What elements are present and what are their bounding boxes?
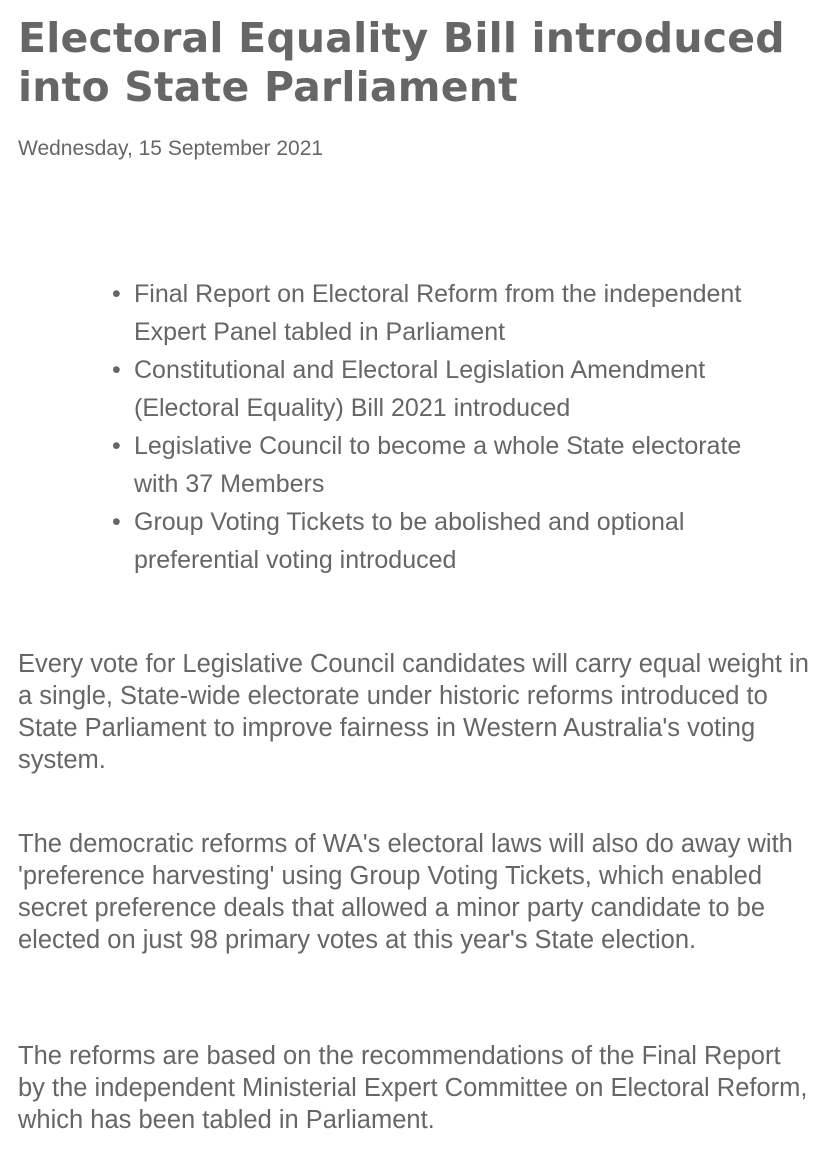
highlight-text: Group Voting Tickets to be abolished and optional preferential voting introduced (134, 508, 685, 574)
highlights-list (110, 275, 770, 579)
article-title: Electoral Equality Bill introduced into State Parliament (18, 14, 785, 111)
highlight-item (110, 351, 770, 427)
body-paragraph: The democratic reforms of WA's electoral laws will also do away with 'preference harvesting' using Group Voting Tickets, which enabled secret preference deals that allowed a minor party candidate to be elected on just 98 primary votes at this year's State election. (18, 830, 793, 954)
bullet-icon: • (112, 280, 121, 308)
body-paragraph: The reforms are based on the recommendations of the Final Report by the independent Ministerial Expert Committee on Electoral Reform, which has been tabled in Parliament. (18, 1042, 808, 1134)
highlight-item (110, 427, 770, 503)
highlight-text: Legislative Council to become a whole State electorate with 37 Members (134, 432, 742, 498)
bullet-icon: • (112, 356, 121, 384)
highlight-text: Final Report on Electoral Reform from the independent Expert Panel tabled in Parliament (134, 280, 742, 346)
body-paragraph: Every vote for Legislative Council candidates will carry equal weight in a single, State-wide electorate under historic reforms introduced to State Parliament to improve fairness in Western Australia's voting system. (18, 650, 809, 774)
bullet-icon: • (112, 432, 121, 460)
highlight-text: Constitutional and Electoral Legislation Amendment (Electoral Equality) Bill 2021 introduced (134, 356, 706, 422)
highlight-item (110, 275, 770, 351)
highlight-item (110, 503, 770, 579)
article (18, 14, 813, 162)
article-date: Wednesday, 15 September 2021 (18, 137, 324, 160)
bullet-icon: • (112, 508, 121, 536)
